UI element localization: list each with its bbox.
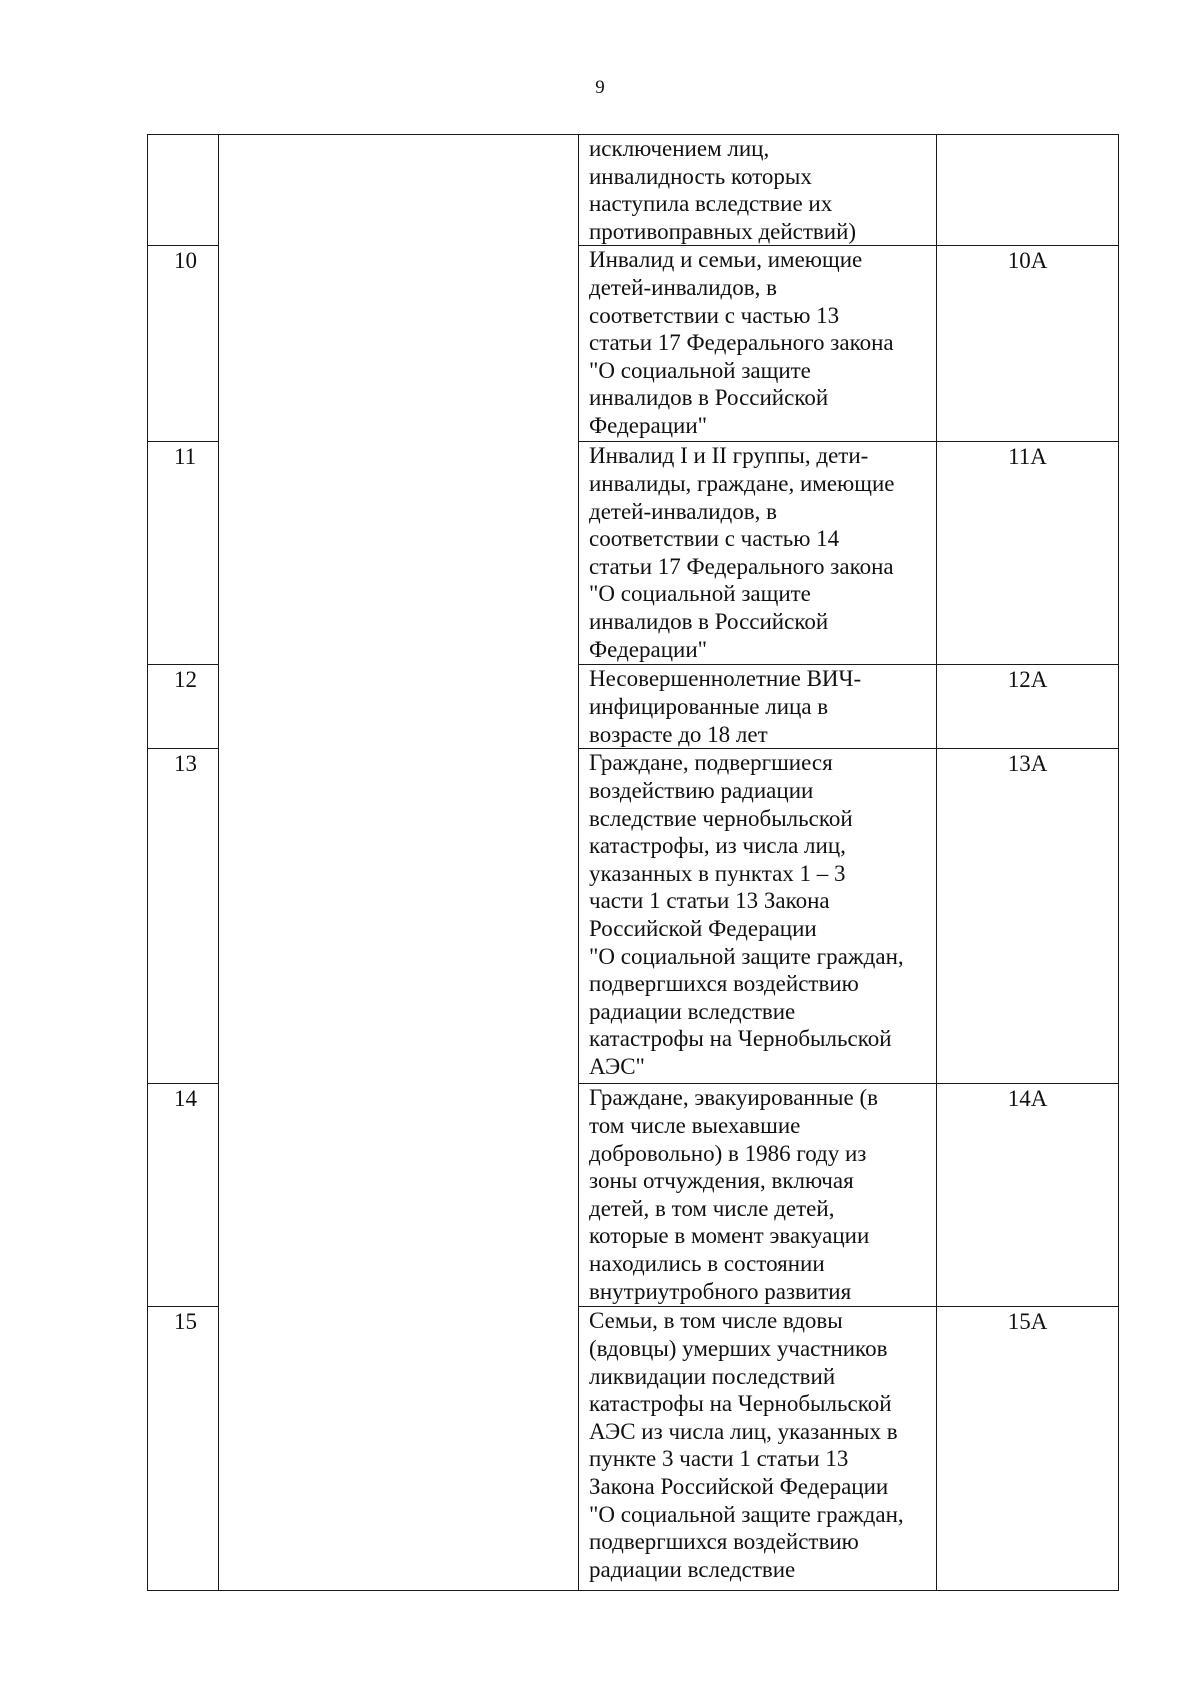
row-number-cell: 11 xyxy=(148,442,219,665)
row-description: Инвалид I и II группы, дети- инвалиды, граждане, имеющие детей-инвалидов, в соответствии с частью 14 статьи 17 Федерального закона "О социальной защите инвалидов в Российской Федерации" xyxy=(589,443,895,662)
row-code-cell xyxy=(937,135,1119,246)
row-description-cell xyxy=(579,1307,937,1591)
benefits-table xyxy=(147,134,1119,1591)
row-description-cell xyxy=(579,665,937,749)
row-description-cell xyxy=(579,1084,937,1307)
merged-category-cell xyxy=(219,135,579,1591)
page-number: 9 xyxy=(595,77,605,98)
row-code-cell: 15А xyxy=(937,1307,1119,1591)
row-description-cell xyxy=(579,135,937,246)
row-code-cell: 14А xyxy=(937,1084,1119,1307)
row-code-cell: 13А xyxy=(937,749,1119,1084)
row-description: Граждане, подвергшиеся воздействию радиации вследствие чернобыльской катастрофы, из числа лиц, указанных в пунктах 1 – 3 части 1 статьи 13 Закона Российской Федерации "О социальной защите граждан, подвергшихся воздействию радиации вследствие катастрофы на Чернобыльской АЭС" xyxy=(589,750,904,1079)
row-description: Семьи, в том числе вдовы (вдовцы) умерших участников ликвидации последствий катастрофы на Чернобыльской АЭС из числа лиц, указанных в пункте 3 части 1 статьи 13 Закона Российской Федерации "О социальной защите граждан, подвергшихся воздействию радиации вследствие xyxy=(589,1308,904,1582)
row-code-cell: 10А xyxy=(937,246,1119,442)
row-description-cell xyxy=(579,246,937,442)
row-number-cell: 14 xyxy=(148,1084,219,1307)
row-code-cell: 11А xyxy=(937,442,1119,665)
row-description: Граждане, эвакуированные (в том числе выехавшие добровольно) в 1986 году из зоны отчуждения, включая детей, в том числе детей, которые в момент эвакуации находились в состоянии внутриутробного развития xyxy=(589,1085,878,1304)
row-description: исключением лиц, инвалидность которых наступила вследствие их противоправных действий) xyxy=(589,136,857,244)
row-number-cell: 10 xyxy=(148,246,219,442)
row-description: Несовершеннолетние ВИЧ- инфицированные лица в возрасте до 18 лет xyxy=(589,666,862,747)
row-description-cell xyxy=(579,442,937,665)
row-description-cell xyxy=(579,749,937,1084)
row-code-cell: 12А xyxy=(937,665,1119,749)
row-number-cell: 15 xyxy=(148,1307,219,1591)
row-description: Инвалид и семьи, имеющие детей-инвалидов, в соответствии с частью 13 статьи 17 Федерального закона "О социальной защите инвалидов в Российской Федерации" xyxy=(589,247,894,438)
row-number-cell: 12 xyxy=(148,665,219,749)
table-row xyxy=(148,135,1119,246)
row-number-cell xyxy=(148,135,219,246)
row-number-cell: 13 xyxy=(148,749,219,1084)
